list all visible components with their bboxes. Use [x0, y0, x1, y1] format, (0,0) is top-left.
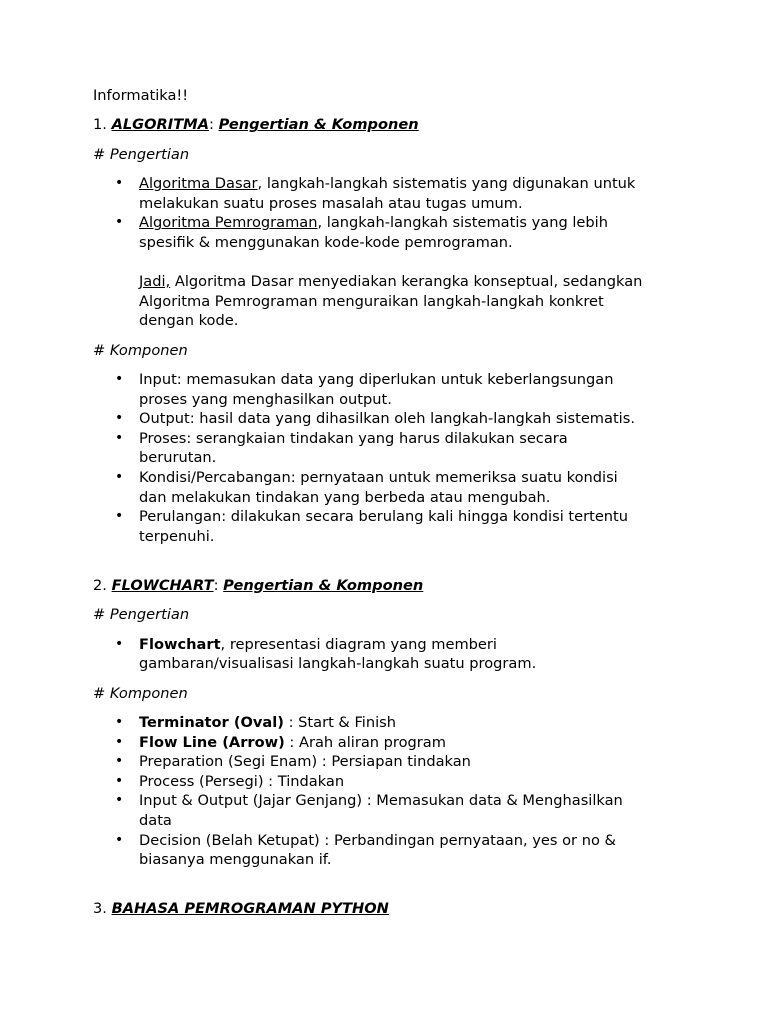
section-3-heading — [93, 899, 693, 919]
list-item — [93, 772, 693, 792]
document-title — [93, 86, 693, 106]
bullet-icon: • — [115, 635, 124, 652]
item-text: Output: hasil data yang dihasilkan oleh langkah-langkah sistematis. — [139, 410, 635, 428]
list-item — [93, 831, 693, 870]
bullet-icon: • — [115, 175, 124, 192]
section-number: 3. — [93, 900, 112, 918]
summary-text: Algoritma Pemrograman menguraikan langkah-langkah konkret — [139, 292, 604, 310]
list-item — [93, 409, 693, 429]
section-1-heading — [93, 115, 693, 135]
bullet-icon: • — [115, 214, 124, 231]
item-term: Terminator (Oval) — [139, 714, 284, 731]
pengertian-list — [93, 174, 693, 331]
section-title: BAHASA PEMROGRAMAN PYTHON — [111, 900, 389, 918]
definition-text: spesifik & menggunakan kode-kode pemrograman. — [139, 233, 513, 251]
bullet-icon: • — [115, 371, 124, 388]
title-text: Informatika!! — [93, 87, 189, 104]
list-item — [93, 752, 693, 772]
item-text: Proses: serangkaian tindakan yang harus dilakukan secara — [139, 429, 568, 447]
summary-paragraph — [93, 272, 693, 331]
item-text: biasanya menggunakan if. — [139, 851, 332, 869]
item-text: Decision (Belah Ketupat) : Perbandingan pernyataan, yes or no & — [139, 831, 616, 849]
section-subtitle: Pengertian & Komponen — [218, 116, 419, 134]
document-body — [93, 86, 693, 929]
definition-text: gambaran/visualisasi langkah-langkah suatu program. — [139, 655, 537, 673]
bullet-icon: • — [115, 714, 124, 730]
item-text: data — [139, 811, 172, 829]
definition-text: , langkah-langkah sistematis yang lebih — [317, 214, 608, 232]
list-item — [93, 174, 693, 213]
definition-text: melakukan suatu proses masalah atau tugas umum. — [139, 194, 523, 212]
definition-text: , representasi diagram yang memberi — [220, 635, 497, 653]
item-text: proses yang menghasilkan output. — [139, 390, 392, 408]
item-text: Input: memasukan data yang diperlukan untuk keberlangsungan — [139, 371, 614, 389]
term: Algoritma Pemrograman — [139, 214, 318, 232]
bullet-icon: • — [115, 831, 124, 848]
summary-text: dengan kode. — [139, 312, 239, 330]
bullet-icon: • — [115, 753, 124, 770]
list-item — [93, 635, 693, 674]
blank-line — [93, 880, 693, 900]
item-text: Preparation (Segi Enam) : Persiapan tindakan — [139, 753, 471, 771]
blank-line — [93, 556, 693, 576]
definition-text: , langkah-langkah sistematis yang digunakan untuk — [257, 175, 636, 193]
bullet-icon: • — [115, 429, 124, 446]
section-subtitle: Pengertian & Komponen — [223, 576, 424, 594]
section-number: 1. — [93, 116, 112, 134]
pengertian-list — [93, 635, 693, 674]
pengertian-heading: # Pengertian — [93, 145, 190, 163]
term: Algoritma Dasar — [139, 175, 258, 193]
komponen-heading: # Komponen — [93, 341, 188, 359]
blank-line — [93, 253, 693, 273]
list-item — [93, 507, 693, 546]
list-item — [93, 429, 693, 468]
bullet-icon: • — [115, 792, 124, 809]
summary-term: Jadi, — [139, 273, 171, 291]
bullet-icon: • — [115, 410, 124, 427]
list-item — [93, 713, 693, 733]
bullet-icon: • — [115, 508, 124, 525]
komponen-list — [93, 370, 693, 546]
item-text: Kondisi/Percabangan: pernyataan untuk memeriksa suatu kondisi — [139, 469, 618, 487]
item-text: berurutan. — [139, 449, 217, 467]
heading-colon: : — [209, 116, 214, 134]
list-item — [93, 213, 693, 252]
term: Flowchart — [139, 635, 221, 653]
summary-text: Algoritma Dasar menyediakan kerangka konseptual, sedangkan — [170, 273, 643, 291]
list-item — [93, 733, 693, 753]
list-item — [93, 370, 693, 409]
item-term: Flow Line (Arrow) — [139, 733, 285, 751]
list-item — [93, 468, 693, 507]
item-text: : Start & Finish — [283, 714, 396, 731]
item-text: : Arah aliran program — [284, 733, 446, 751]
bullet-icon: • — [115, 733, 124, 750]
section-title: FLOWCHART — [111, 576, 214, 594]
item-text: dan melakukan tindakan yang berbeda atau mengubah. — [139, 488, 551, 506]
komponen-heading: # Komponen — [93, 684, 188, 702]
section-number: 2. — [93, 576, 112, 594]
pengertian-heading: # Pengertian — [93, 606, 190, 624]
bullet-icon: • — [115, 469, 124, 486]
item-text: Input & Output (Jajar Genjang) : Memasukan data & Menghasilkan — [139, 792, 623, 810]
bullet-icon: • — [115, 772, 124, 789]
item-text: terpenuhi. — [139, 527, 215, 545]
item-text: Process (Persegi) : Tindakan — [139, 772, 345, 790]
list-item — [93, 791, 693, 830]
heading-colon: : — [213, 576, 219, 594]
section-2-heading — [93, 576, 693, 596]
section-title: ALGORITMA — [111, 116, 209, 134]
komponen-list — [93, 713, 693, 870]
item-text: Perulangan: dilakukan secara berulang kali hingga kondisi tertentu — [139, 508, 629, 526]
